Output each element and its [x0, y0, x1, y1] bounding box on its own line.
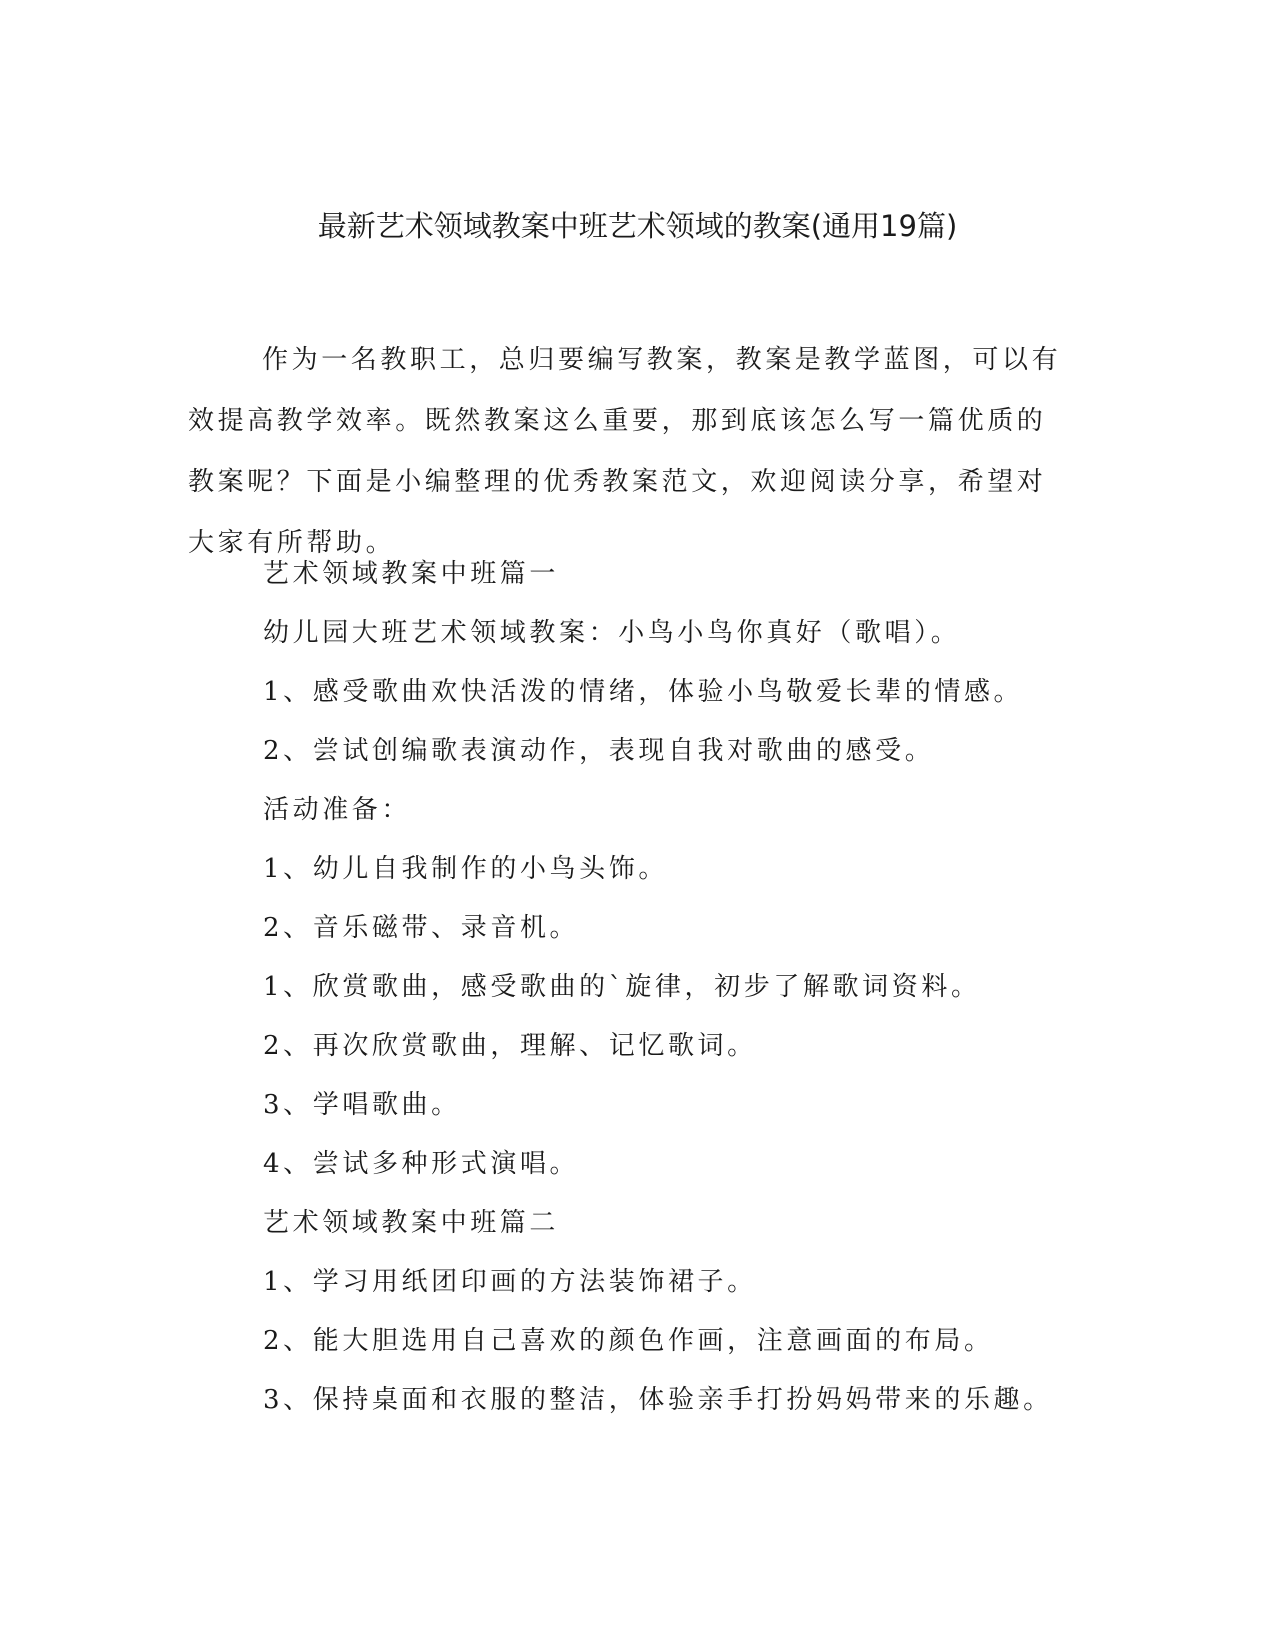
body-line: 2、尝试创编歌表演动作，表现自我对歌曲的感受。 — [263, 736, 935, 766]
intro-paragraph: 作为一名教职工，总归要编写教案，教案是教学蓝图，可以有效提高教学效率。既然教案这么重要，那到底该怎么写一篇优质的教案呢？下面是小编整理的优秀教案范文，欢迎阅读分享，希望对大家有所帮助。 — [188, 345, 1062, 558]
body-line: 1、感受歌曲欢快活泼的情绪，体验小鸟敬爱长辈的情感。 — [263, 677, 1024, 707]
body-line: 2、再次欣赏歌曲，理解、记忆歌词。 — [263, 1031, 757, 1061]
body-line: 2、能大胆选用自己喜欢的颜色作画，注意画面的布局。 — [263, 1326, 994, 1356]
body-line: 幼儿园大班艺术领域教案：小鸟小鸟你真好（歌唱）。 — [263, 618, 961, 648]
body-line: 3、学唱歌曲。 — [263, 1090, 461, 1120]
section-heading-2: 艺术领域教案中班篇二 — [263, 1208, 560, 1238]
body-line: 3、保持桌面和衣服的整洁，体验亲手打扮妈妈带来的乐趣。 — [263, 1385, 1053, 1415]
document-title: 最新艺术领域教案中班艺术领域的教案(通用19篇) — [317, 209, 958, 243]
body-line: 活动准备： — [263, 795, 412, 825]
body-line: 1、欣赏歌曲，感受歌曲的`旋律，初步了解歌词资料。 — [263, 972, 981, 1002]
body-line: 2、音乐磁带、录音机。 — [263, 913, 580, 943]
section-heading-1: 艺术领域教案中班篇一 — [263, 559, 560, 589]
body-line: 4、尝试多种形式演唱。 — [263, 1149, 580, 1179]
body-line: 1、学习用纸团印画的方法装饰裙子。 — [263, 1267, 757, 1297]
body-line: 1、幼儿自我制作的小鸟头饰。 — [263, 854, 668, 884]
